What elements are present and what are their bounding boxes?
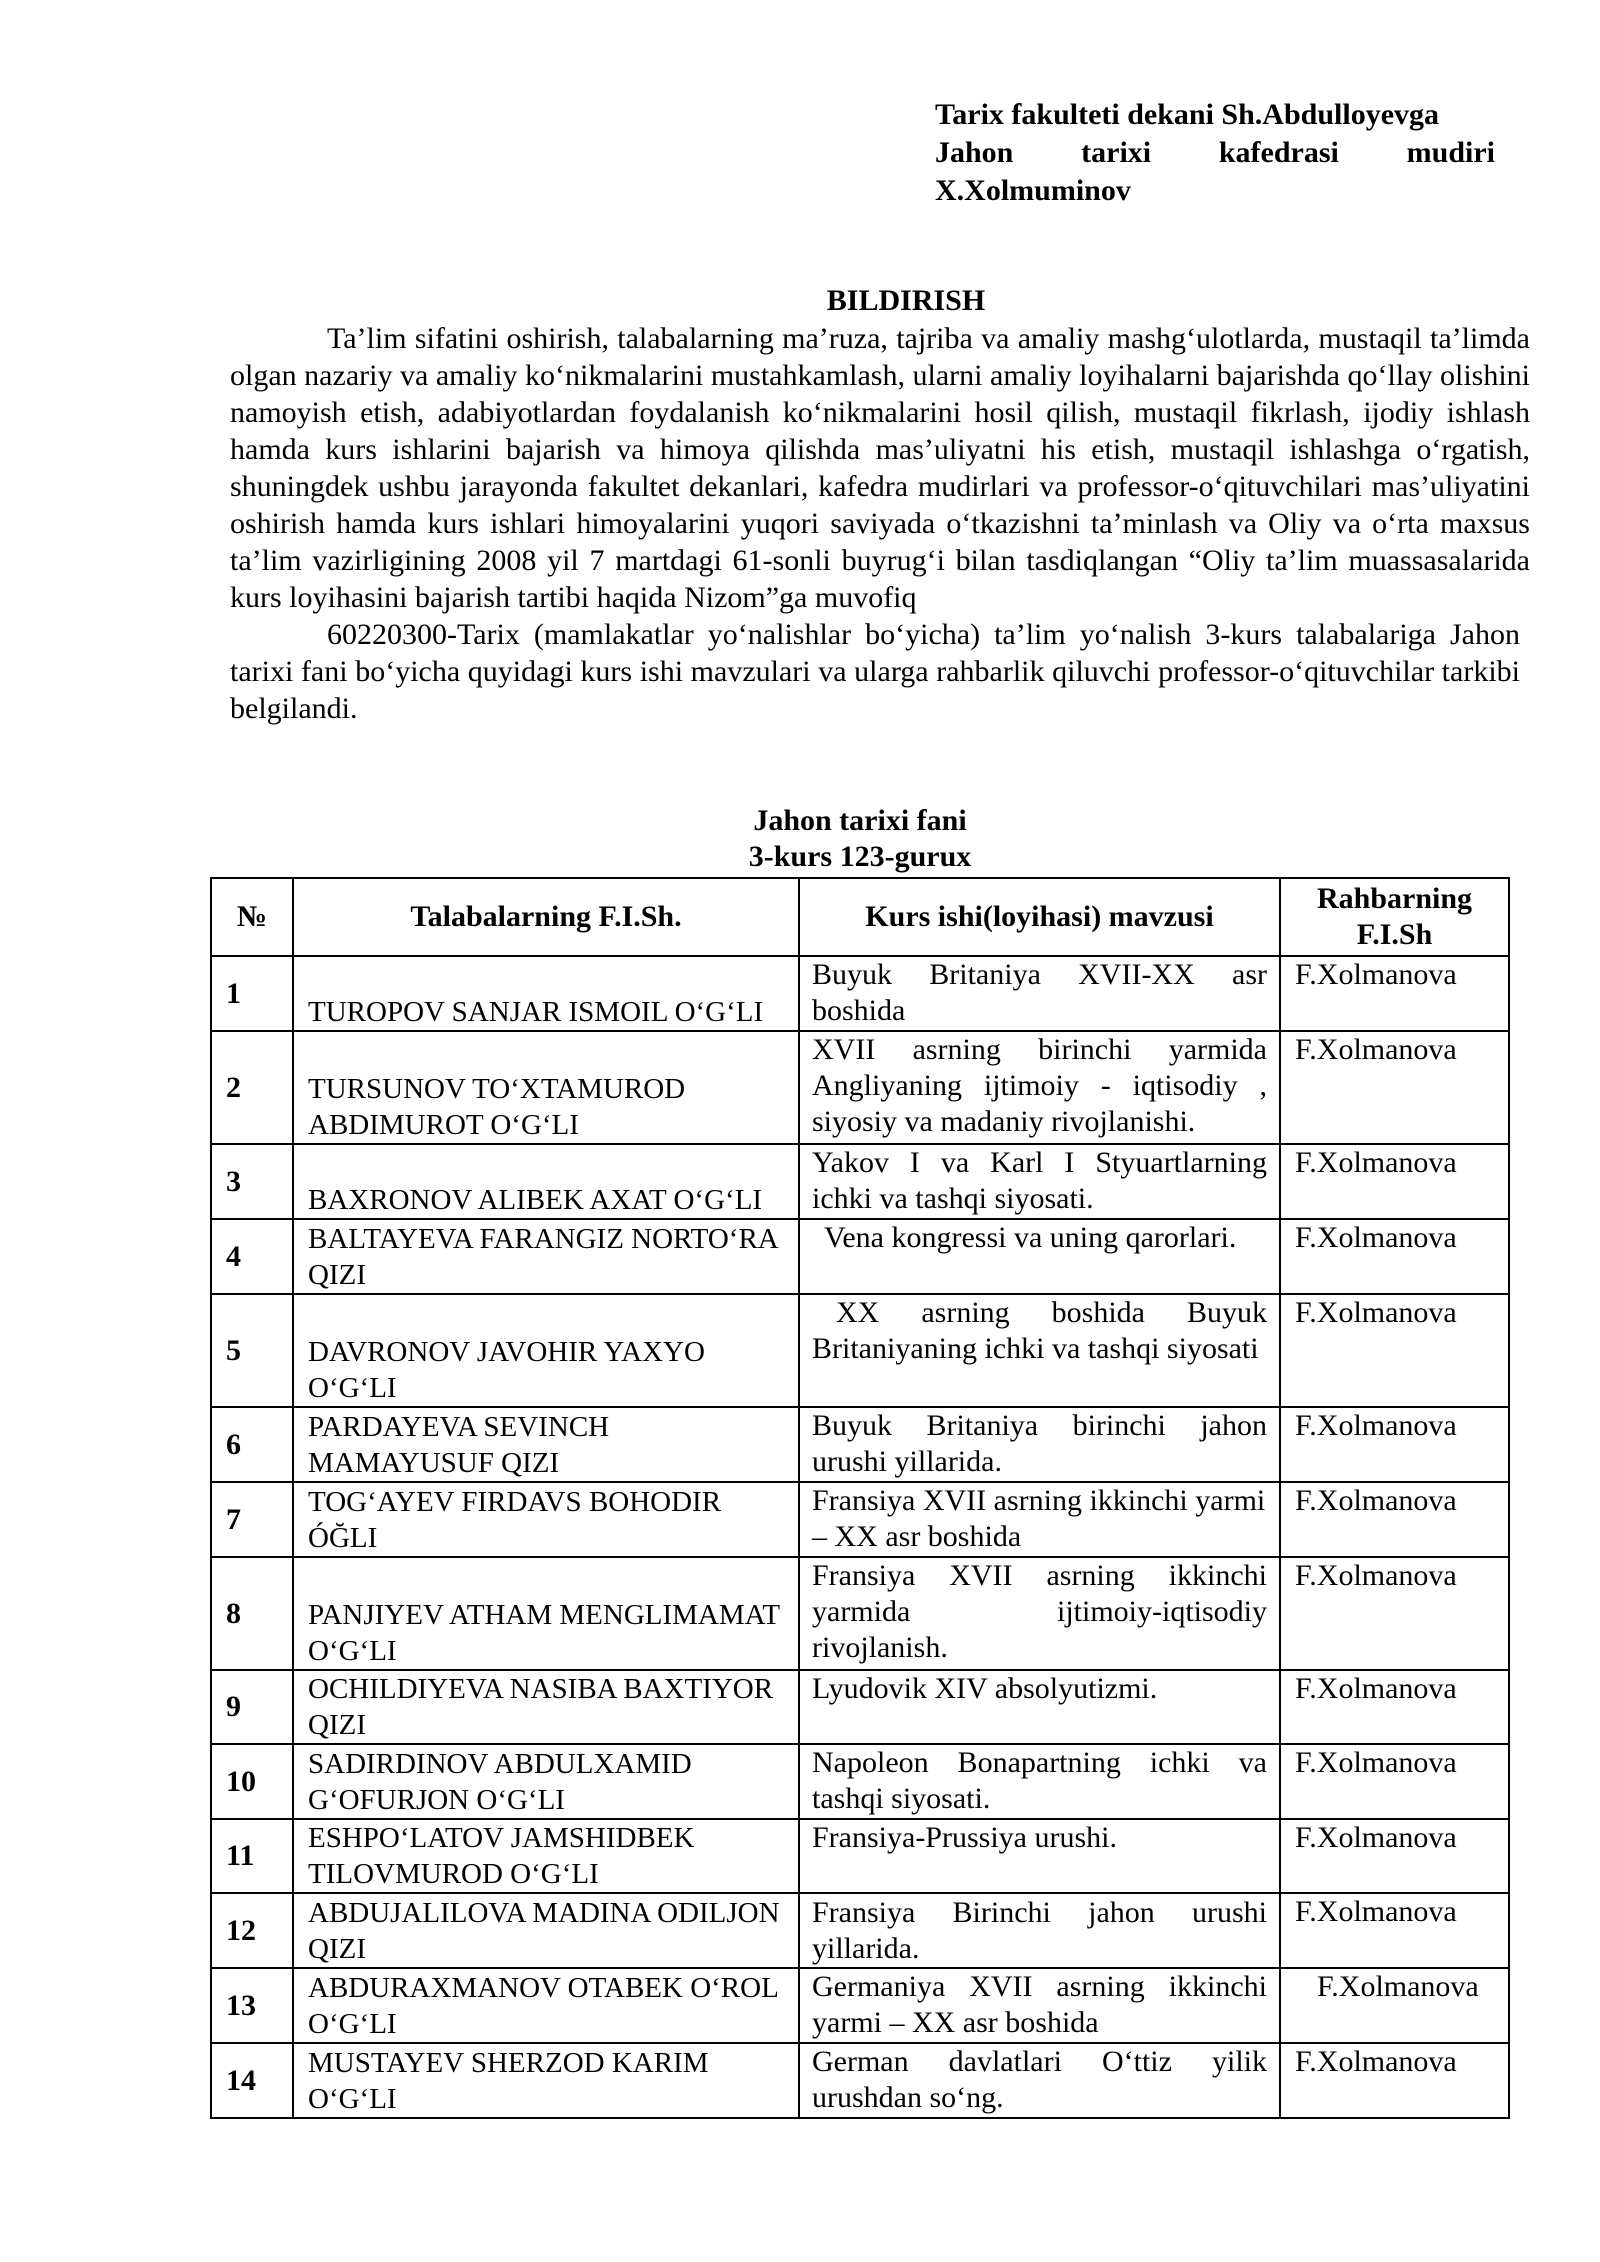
- table-row: [211, 1407, 1509, 1482]
- row-number: 13: [211, 1968, 293, 2043]
- table-title: [210, 803, 1510, 875]
- course-work-topic: XVII asrning birinchi yarmida Angliyaning ijtimoiy - iqtisodiy , siyosiy va madaniy rivojlanishi.: [799, 1031, 1280, 1144]
- row-number: 8: [211, 1557, 293, 1670]
- table-row: [211, 1482, 1509, 1557]
- supervisor-name: F.Xolmanova: [1280, 1819, 1509, 1893]
- row-number: 6: [211, 1407, 293, 1482]
- table-row: [211, 1557, 1509, 1670]
- course-work-table: [210, 877, 1510, 2119]
- course-work-topic: Fransiya-Prussiya urushi.: [799, 1819, 1280, 1893]
- student-name: TOG‘AYEV FIRDAVS BOHODIR ÓĞLI: [293, 1482, 799, 1557]
- student-name: OCHILDIYEVA NASIBA BAXTIYOR QIZI: [293, 1670, 799, 1744]
- table-row: [211, 1670, 1509, 1744]
- row-number: 4: [211, 1219, 293, 1294]
- table-row: [211, 1819, 1509, 1893]
- supervisor-name: F.Xolmanova: [1280, 1407, 1509, 1482]
- course-work-topic: Buyuk Britaniya XVII-XX asr boshida: [799, 956, 1280, 1031]
- supervisor-name: F.Xolmanova: [1280, 1968, 1509, 2043]
- supervisor-name: F.Xolmanova: [1280, 1670, 1509, 1744]
- table-title-subject: Jahon tarixi fani: [753, 804, 967, 837]
- student-name: PANJIYEV ATHAM MENGLIMAMAT O‘G‘LI: [293, 1557, 799, 1670]
- row-number: 9: [211, 1670, 293, 1744]
- addressee-head-of-department: Jahon tarixi kafedrasi mudiri: [935, 136, 1495, 169]
- student-name: BALTAYEVA FARANGIZ NORTO‘RA QIZI: [293, 1219, 799, 1294]
- course-work-topic: XX asrning boshida Buyuk Britaniyaning ichki va tashqi siyosati: [799, 1294, 1280, 1407]
- document-title: BILDIRISH: [826, 284, 986, 317]
- table-row: [211, 1294, 1509, 1407]
- table-title-group: 3-kurs 123-gurux: [748, 840, 972, 873]
- body-paragraph-2: 60220300-Tarix (mamlakatlar yo‘nalishlar bo‘yicha) ta’lim yo‘nalish 3-kurs talabalariga Jahon tarixi fani bo‘yicha quyidagi kurs ishi mavzulari va ularga rahbarlik qiluvchi professor-o‘qituvchilar tarkibi belgilandi.: [230, 618, 1520, 725]
- student-name: TURSUNOV TO‘XTAMUROD ABDIMUROT O‘G‘LI: [293, 1031, 799, 1144]
- row-number: 5: [211, 1294, 293, 1407]
- supervisor-name: F.Xolmanova: [1280, 956, 1509, 1031]
- supervisor-name: F.Xolmanova: [1280, 1219, 1509, 1294]
- course-work-topic: German davlatlari O‘ttiz yilik urushdan so‘ng.: [799, 2043, 1280, 2118]
- course-work-topic: Napoleon Bonapartning ichki va tashqi siyosati.: [799, 1744, 1280, 1819]
- addressee-block: [935, 96, 1495, 210]
- student-name: ESHPO‘LATOV JAMSHIDBEK TILOVMUROD O‘G‘LI: [293, 1819, 799, 1893]
- course-work-topic: Vena kongressi va uning qarorlari.: [799, 1219, 1280, 1294]
- row-number: 12: [211, 1893, 293, 1968]
- row-number: 7: [211, 1482, 293, 1557]
- row-number: 14: [211, 2043, 293, 2118]
- header-topic: Kurs ishi(loyihasi) mavzusi: [799, 878, 1280, 956]
- table-row: [211, 2043, 1509, 2118]
- supervisor-name: F.Xolmanova: [1280, 1557, 1509, 1670]
- body-paragraph-1: Ta’lim sifatini oshirish, talabalarning ma’ruza, tajriba va amaliy mashg‘ulotlarda, mustaqil ta’limda olgan nazariy va amaliy ko‘nikmalarini mustahkamlash, ularni amaliy loyihalarni bajarishda qo‘llay olishini namoyish etish, adabiyotlardan foydalanish ko‘nikmalarini hosil qilish, mustaqil fikrlash, ijodiy ishlash hamda kurs ishlarini bajarish va himoya qilishda mas’uliyatni his etish, mustaqil ishlashga o‘rgatish, shuningdek ushbu jarayonda fakultet dekanlari, kafedra mudirlari va professor-o‘qituvchilari mas’uliyatini oshirish hamda kurs ishlari himoyalarini yuqori saviyada o‘tkazishni ta’minlash va Oliy va o‘rta maxsus ta’lim vazirligining 2008 yil 7 martdagi 61-sonli buyrug‘i bilan tasdiqlangan “Oliy ta’lim muassasalarida kurs loyihasini bajarish tartibi haqida Nizom”ga muvofiq: [230, 322, 1530, 614]
- course-work-topic: Yakov I va Karl I Styuartlarning ichki va tashqi siyosati.: [799, 1144, 1280, 1219]
- supervisor-name: F.Xolmanova: [1280, 1144, 1509, 1219]
- table-row: [211, 1031, 1509, 1144]
- row-number: 3: [211, 1144, 293, 1219]
- student-name: DAVRONOV JAVOHIR YAXYO O‘G‘LI: [293, 1294, 799, 1407]
- course-work-topic: Germaniya XVII asrning ikkinchi yarmi – XX asr boshida: [799, 1968, 1280, 2043]
- row-number: 10: [211, 1744, 293, 1819]
- table-row: [211, 1744, 1509, 1819]
- header-supervisor: Rahbarning F.I.Sh: [1280, 878, 1509, 956]
- course-work-topic: Fransiya Birinchi jahon urushi yillarida.: [799, 1893, 1280, 1968]
- student-name: ABDURAXMANOV OTABEK O‘ROL O‘G‘LI: [293, 1968, 799, 2043]
- student-name: SADIRDINOV ABDULXAMID G‘OFURJON O‘G‘LI: [293, 1744, 799, 1819]
- course-work-topic: Lyudovik XIV absolyutizmi.: [799, 1670, 1280, 1744]
- supervisor-name: F.Xolmanova: [1280, 1031, 1509, 1144]
- course-work-topic: Buyuk Britaniya birinchi jahon urushi yillarida.: [799, 1407, 1280, 1482]
- supervisor-name: F.Xolmanova: [1280, 1482, 1509, 1557]
- student-name: MUSTAYEV SHERZOD KARIM O‘G‘LI: [293, 2043, 799, 2118]
- student-name: PARDAYEVA SEVINCH MAMAYUSUF QIZI: [293, 1407, 799, 1482]
- supervisor-name: F.Xolmanova: [1280, 2043, 1509, 2118]
- supervisor-name: F.Xolmanova: [1280, 1294, 1509, 1407]
- table-row: [211, 1144, 1509, 1219]
- student-name: BAXRONOV ALIBEK AXAT O‘G‘LI: [293, 1144, 799, 1219]
- table-row: [211, 1968, 1509, 2043]
- course-work-topic: Fransiya XVII asrning ikkinchi yarmi – XX asr boshida: [799, 1482, 1280, 1557]
- row-number: 1: [211, 956, 293, 1031]
- addressee-head-name: X.Xolmuminov: [935, 174, 1131, 207]
- student-name: TUROPOV SANJAR ISMOIL O‘G‘LI: [293, 956, 799, 1031]
- supervisor-name: F.Xolmanova: [1280, 1893, 1509, 1968]
- student-name: ABDUJALILOVA MADINA ODILJON QIZI: [293, 1893, 799, 1968]
- header-student-name: Talabalarning F.I.Sh.: [293, 878, 799, 956]
- table-row: [211, 1219, 1509, 1294]
- row-number: 11: [211, 1819, 293, 1893]
- course-work-topic: Fransiya XVII asrning ikkinchi yarmida ijtimoiy-iqtisodiy rivojlanish.: [799, 1557, 1280, 1670]
- document-body: [230, 320, 1530, 727]
- header-number: №: [211, 878, 293, 956]
- row-number: 2: [211, 1031, 293, 1144]
- supervisor-name: F.Xolmanova: [1280, 1744, 1509, 1819]
- table-header-row: [211, 878, 1509, 956]
- table-row: [211, 956, 1509, 1031]
- addressee-dean: Tarix fakulteti dekani Sh.Abdulloyevga: [935, 98, 1440, 131]
- table-row: [211, 1893, 1509, 1968]
